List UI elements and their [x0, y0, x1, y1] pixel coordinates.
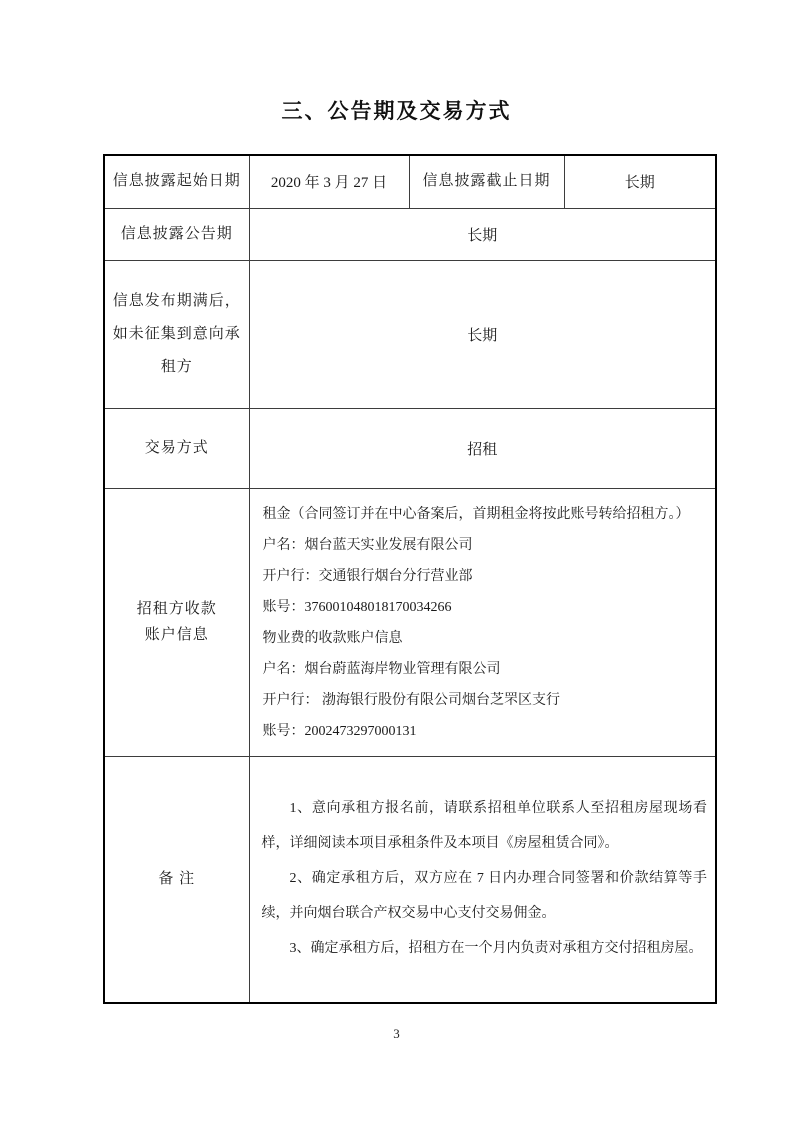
disclosure-start-label: 信息披露起始日期 — [104, 155, 249, 208]
disclosure-end-label: 信息披露截止日期 — [409, 155, 564, 208]
announcement-period-value: 长期 — [249, 208, 716, 260]
announcement-table — [103, 154, 717, 1004]
page-number: 3 — [393, 1026, 400, 1041]
table-row — [104, 155, 716, 208]
payee-account-label — [104, 488, 249, 756]
account-info-line: 租金（合同签订并在中心备案后，首期租金将按此账号转给招租方。） — [262, 506, 690, 522]
disclosure-end-value: 长期 — [564, 155, 716, 208]
remarks-label: 备 注 — [104, 756, 249, 1003]
section-title: 三、公告期及交易方式 — [281, 99, 512, 123]
remark-paragraph: 2、确定承租方后，双方应在 7 日内办理合同签署和价款结算等手续，并向烟台联合产权交易中心支付交易佣金。 — [261, 870, 707, 921]
payee-account-label-line1: 招租方收款 — [136, 601, 217, 617]
table-row — [104, 260, 716, 408]
table-row — [104, 488, 716, 756]
table-row — [104, 408, 716, 488]
after-expiry-label: 信息发布期满后，如未征集到意向承租方 — [104, 260, 249, 408]
announcement-period-label: 信息披露公告期 — [104, 208, 249, 260]
payee-account-label-line2: 账户信息 — [144, 627, 209, 643]
account-info-line: 户名：烟台蓝天实业发展有限公司 — [262, 537, 473, 553]
account-info-line: 开户行：交通银行烟台分行营业部 — [262, 568, 473, 584]
account-info-line: 物业费的收款账户信息 — [262, 630, 403, 646]
account-info-line: 开户行： 渤海银行股份有限公司烟台芝罘区支行 — [262, 692, 560, 708]
disclosure-start-value: 2020 年 3 月 27 日 — [249, 155, 409, 208]
table-row — [104, 208, 716, 260]
transaction-method-value: 招租 — [249, 408, 716, 488]
transaction-method-label: 交易方式 — [104, 408, 249, 488]
remark-paragraph: 1、意向承租方报名前，请联系招租单位联系人至招租房屋现场看样，详细阅读本项目承租条件及本项目《房屋租赁合同》。 — [261, 800, 707, 851]
remarks-content — [249, 756, 716, 1003]
account-info-line: 户名：烟台蔚蓝海岸物业管理有限公司 — [262, 661, 501, 677]
account-info-line: 账号：376001048018170034266 — [262, 599, 452, 615]
table-row — [104, 756, 716, 1003]
account-info-line: 账号：2002473297000131 — [262, 723, 417, 739]
after-expiry-value: 长期 — [249, 260, 716, 408]
remark-paragraph: 3、确定承租方后，招租方在一个月内负责对承租方交付招租房屋。 — [289, 940, 703, 956]
payee-account-details — [249, 488, 716, 756]
